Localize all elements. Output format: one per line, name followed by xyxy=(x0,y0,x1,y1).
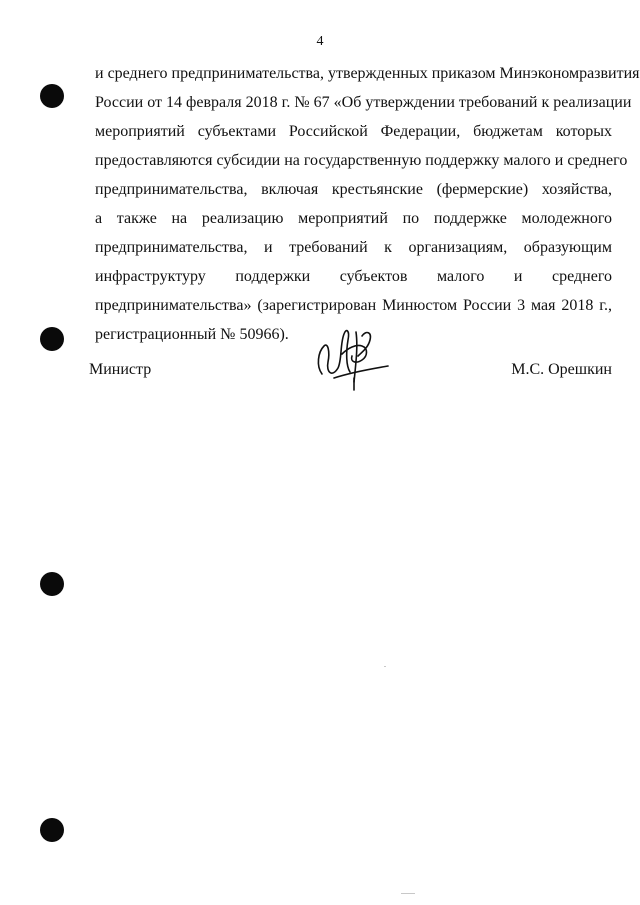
signature-icon xyxy=(312,322,394,394)
signer-name: М.С. Орешкин xyxy=(511,361,612,378)
page-number: 4 xyxy=(316,34,324,49)
body-line: предпринимательства» (зарегистрирован Минюстом России 3 мая 2018 г., xyxy=(95,297,612,314)
body-paragraph xyxy=(95,59,640,349)
punch-hole-icon xyxy=(40,572,64,596)
body-line: предпринимательства, и требований к организациям, образующим xyxy=(95,239,612,256)
body-line: мероприятий субъектами Российской Федерации, бюджетам которых xyxy=(95,123,612,140)
punch-hole-icon xyxy=(40,818,64,842)
body-line: а также на реализацию мероприятий по поддержке молодежного xyxy=(95,210,612,227)
scan-speck xyxy=(384,666,386,667)
body-line: России от 14 февраля 2018 г. № 67 «Об утверждении требований к реализации xyxy=(95,94,632,111)
body-line: предпринимательства, включая крестьянские (фермерские) хозяйства, xyxy=(95,181,612,198)
body-line: и среднего предпринимательства, утвержденных приказом Минэкономразвития xyxy=(95,65,640,82)
body-line: регистрационный № 50966). xyxy=(95,326,289,343)
punch-hole-icon xyxy=(40,84,64,108)
body-line: инфраструктуру поддержки субъектов малого и среднего xyxy=(95,268,612,285)
punch-hole-icon xyxy=(40,327,64,351)
signer-position: Министр xyxy=(89,361,152,378)
signature-block xyxy=(89,359,612,381)
scan-speck xyxy=(401,893,415,894)
body-line: предоставляются субсидии на государственную поддержку малого и среднего xyxy=(95,152,628,169)
